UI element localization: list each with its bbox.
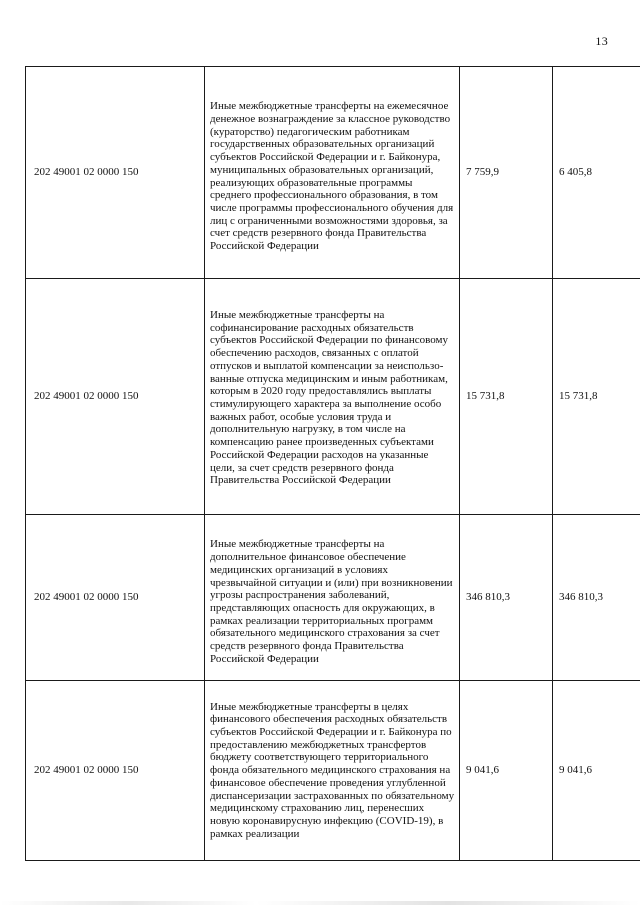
- transfer-description: Иные межбюджетные трансферты на софинансирование расходных обязательств субъектов Российской Федерации по финансовому обеспечению расходов, связанных с оплатой отпусков и выплатой компенсации за неиспользо-ванные отпуска медицинским и иным работникам, которым в 2020 году предоставлялись выплаты стимулирующего характера за выполнение особо важных работ, особые условия труда и дополнительную нагрузку, в том числе на компенсацию ранее произведенных субъектами Российской Федерации расходов на указанные цели, за счет средств резервного фонда Правительства Российской Федерации: [205, 279, 460, 515]
- amount-executed: 9 041,6: [553, 681, 640, 861]
- budget-classification-code: 202 49001 02 0000 150: [26, 67, 205, 279]
- amount-planned: 7 759,9: [460, 67, 553, 279]
- scan-bottom-edge: [0, 901, 640, 905]
- budget-classification-code: 202 49001 02 0000 150: [26, 279, 205, 515]
- amount-executed: 15 731,8: [553, 279, 640, 515]
- amount-planned: 15 731,8: [460, 279, 553, 515]
- amount-executed: 6 405,8: [553, 67, 640, 279]
- table-row: [26, 681, 640, 861]
- transfer-description: Иные межбюджетные трансферты в целях финансового обеспечения расходных обязательств субъектов Российской Федерации и г. Байконура по предоставлению межбюджетных трансфертов бюджету соответствующего территориального фонда обязательного медицинского страхования на финансовое обеспечение проведения углубленной диспансеризации застрахованных по обязательному медицинскому страхованию лиц, перенесших новую коронавирусную инфекцию (COVID-19), в рамках реализации: [205, 681, 460, 861]
- budget-classification-code: 202 49001 02 0000 150: [26, 681, 205, 861]
- page-number: 13: [595, 34, 608, 48]
- transfer-description: Иные межбюджетные трансферты на ежемесячное денежное вознаграждение за классное руководство (кураторство) педагогическим работникам государственных образовательных организаций субъектов Российской Федерации и г. Байконура, муниципальных образовательных организаций, реализующих образовательные программы среднего профессионального образования, в том числе программы профессионального обучения для лиц с ограниченными возможностями здоровья, за счет средств резервного фонда Правительства Российской Федерации: [205, 67, 460, 279]
- table-row: [26, 67, 640, 279]
- budget-classification-code: 202 49001 02 0000 150: [26, 515, 205, 681]
- amount-planned: 346 810,3: [460, 515, 553, 681]
- budget-transfers-table: [25, 66, 640, 861]
- table-row: [26, 515, 640, 681]
- amount-executed: 346 810,3: [553, 515, 640, 681]
- table-row: [26, 279, 640, 515]
- amount-planned: 9 041,6: [460, 681, 553, 861]
- transfer-description: Иные межбюджетные трансферты на дополнительное финансовое обеспечение медицинских организаций в условиях чрезвычайной ситуации и (или) при возникновении угрозы распространения заболеваний, представляющих опасность для окружающих, в рамках реализации территориальных программ обязательного медицинского страхования за счет средств резервного фонда Правительства Российской Федерации: [205, 515, 460, 681]
